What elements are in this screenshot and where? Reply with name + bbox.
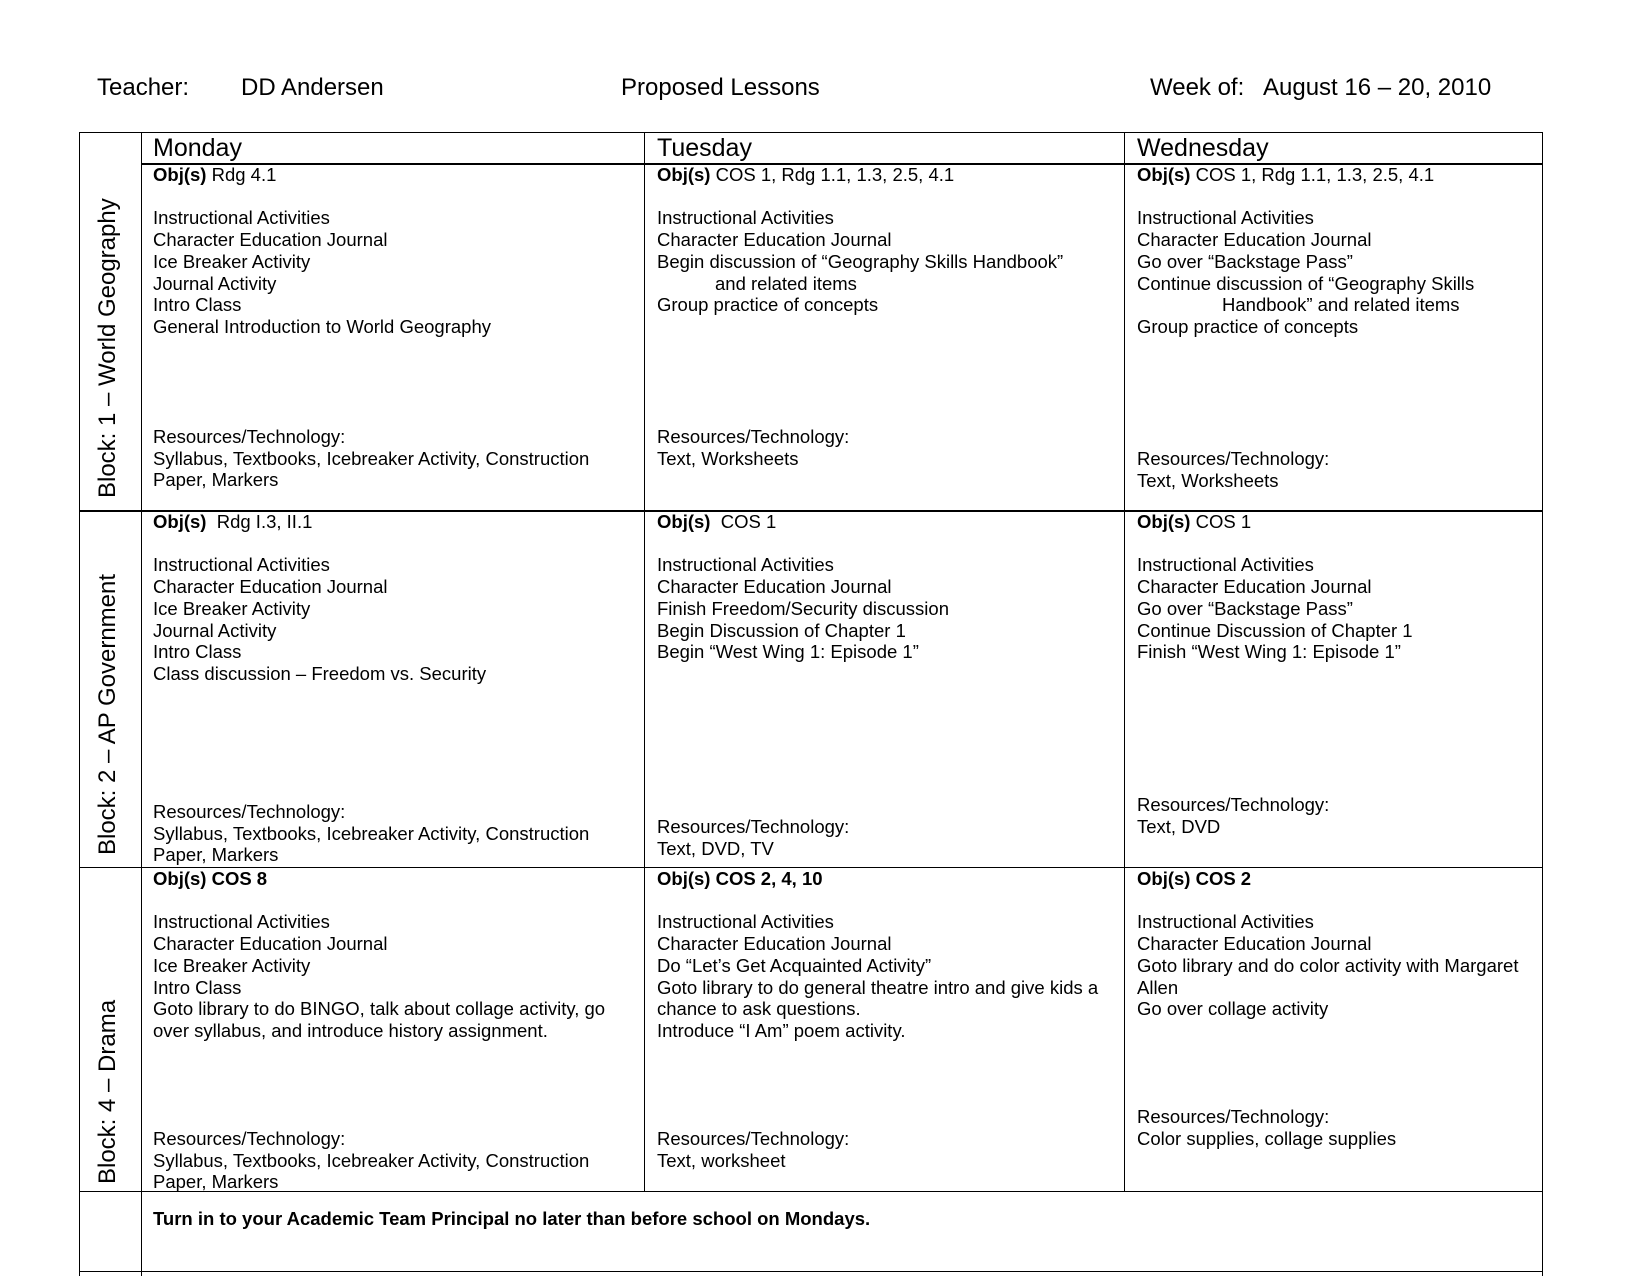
activity-line: Finish Freedom/Security discussion bbox=[657, 597, 949, 619]
resources: Resources/Technology: Text, worksheet bbox=[657, 1128, 850, 1171]
table-border-right bbox=[1542, 132, 1543, 1276]
activity-line: Go over “Backstage Pass” bbox=[1137, 250, 1353, 272]
lesson-cell bbox=[1137, 164, 1474, 338]
day-header-wednesday: Wednesday bbox=[1137, 134, 1269, 162]
lesson-cell bbox=[153, 511, 486, 685]
objectives: Obj(s) Rdg I.3, II.1 bbox=[153, 511, 313, 532]
activity-line: Instructional Activities bbox=[657, 207, 834, 229]
activity-line: Intro Class bbox=[153, 641, 242, 663]
activity-line: Instructional Activities bbox=[657, 554, 834, 576]
activity-line: Character Education Journal bbox=[657, 229, 892, 251]
activity-line: Group practice of concepts bbox=[657, 294, 879, 316]
activity-line: Character Education Journal bbox=[657, 933, 892, 955]
activity-line: Ice Breaker Activity bbox=[153, 597, 311, 619]
activity-line: Character Education Journal bbox=[1137, 229, 1372, 251]
lesson-cell bbox=[657, 511, 949, 663]
objectives: Obj(s) COS 1, Rdg 1.1, 1.3, 2.5, 4.1 bbox=[657, 164, 955, 185]
resources: Resources/Technology: Text, DVD bbox=[1137, 794, 1330, 837]
activity-line: Continue discussion of “Geography Skills bbox=[1137, 272, 1475, 294]
activity-line: Ice Breaker Activity bbox=[153, 250, 311, 272]
activity-line: Begin discussion of “Geography Skills Handbook” bbox=[657, 250, 1064, 272]
table-border-left bbox=[79, 132, 80, 1276]
resources: Resources/Technology: Syllabus, Textbooks, Icebreaker Activity, Construction Paper, Markers bbox=[153, 426, 590, 491]
document-title: Proposed Lessons bbox=[621, 74, 820, 101]
lesson-cell bbox=[153, 868, 605, 1042]
table-border-top bbox=[79, 132, 1543, 133]
activity-line: Intro Class bbox=[153, 294, 242, 316]
resources: Resources/Technology: Text, DVD, TV bbox=[657, 816, 850, 859]
activity-line: Instructional Activities bbox=[1137, 554, 1314, 576]
lesson-cell bbox=[657, 868, 1098, 1042]
activity-line: Character Education Journal bbox=[153, 933, 388, 955]
teacher-label: Teacher: bbox=[97, 74, 190, 101]
activity-line: General Introduction to World Geography bbox=[153, 315, 491, 337]
activity-line: Journal Activity bbox=[153, 619, 277, 641]
activity-line: Instructional Activities bbox=[1137, 911, 1314, 933]
activity-line: chance to ask questions. bbox=[657, 998, 861, 1020]
block-label-drama: Block: 4 – Drama bbox=[94, 999, 121, 1184]
week-date: August 16 – 20, 2010 bbox=[1263, 74, 1492, 101]
activity-line: Begin Discussion of Chapter 1 bbox=[657, 619, 906, 641]
activity-line: Handbook” and related items bbox=[1222, 294, 1460, 316]
activity-line: Goto library and do color activity with Margaret bbox=[1137, 954, 1519, 976]
activity-line: Goto library to do general theatre intro and give kids a bbox=[657, 976, 1099, 998]
activity-line: Finish “West Wing 1: Episode 1” bbox=[1137, 641, 1401, 663]
activity-line: Character Education Journal bbox=[153, 576, 388, 598]
resources: Resources/Technology: Syllabus, Textbooks, Icebreaker Activity, Construction Paper, Markers bbox=[153, 801, 590, 866]
activity-line: Goto library to do BINGO, talk about collage activity, go bbox=[153, 998, 606, 1020]
lesson-cell bbox=[1137, 868, 1518, 1020]
table-divider-label bbox=[141, 132, 142, 1276]
day-header-monday: Monday bbox=[153, 134, 242, 162]
resources: Resources/Technology: Color supplies, collage supplies bbox=[1137, 1106, 1397, 1149]
activity-line: Character Education Journal bbox=[1137, 933, 1372, 955]
lesson-cell bbox=[657, 164, 1063, 316]
activity-line: and related items bbox=[715, 272, 857, 294]
activity-line: Go over collage activity bbox=[1137, 998, 1329, 1020]
activity-line: Allen bbox=[1137, 976, 1179, 998]
objectives: Obj(s) COS 1, Rdg 1.1, 1.3, 2.5, 4.1 bbox=[1137, 164, 1435, 185]
activity-line: over syllabus, and introduce history assignment. bbox=[153, 1019, 548, 1041]
day-header-tuesday: Tuesday bbox=[657, 134, 752, 162]
week-label: Week of: bbox=[1150, 74, 1245, 101]
objectives: Obj(s) COS 1 bbox=[1137, 511, 1252, 532]
activity-line: Intro Class bbox=[153, 976, 242, 998]
block-label-world-geography: Block: 1 – World Geography bbox=[94, 198, 121, 498]
table-divider-tuesday bbox=[1124, 132, 1125, 1191]
table-border-bottom bbox=[79, 1271, 1543, 1272]
submission-note: Turn in to your Academic Team Principal no later than before school on Mondays. bbox=[153, 1208, 871, 1229]
activity-line: Instructional Activities bbox=[657, 911, 834, 933]
activity-line: Journal Activity bbox=[153, 272, 277, 294]
block-label-ap-government: Block: 2 – AP Government bbox=[94, 573, 121, 855]
activity-line: Class discussion – Freedom vs. Security bbox=[153, 662, 487, 684]
objectives: Obj(s) COS 2, 4, 10 bbox=[657, 868, 823, 889]
activity-line: Instructional Activities bbox=[1137, 207, 1314, 229]
activity-line: Instructional Activities bbox=[153, 911, 330, 933]
activity-line: Group practice of concepts bbox=[1137, 315, 1359, 337]
lesson-cell bbox=[1137, 511, 1413, 663]
activity-line: Introduce “I Am” poem activity. bbox=[657, 1019, 906, 1041]
activity-line: Do “Let’s Get Acquainted Activity” bbox=[657, 954, 932, 976]
activity-line: Ice Breaker Activity bbox=[153, 954, 311, 976]
activity-line: Character Education Journal bbox=[657, 576, 892, 598]
activity-line: Go over “Backstage Pass” bbox=[1137, 597, 1353, 619]
teacher-name: DD Andersen bbox=[241, 74, 384, 101]
resources: Resources/Technology: Text, Worksheets bbox=[1137, 448, 1330, 491]
activity-line: Instructional Activities bbox=[153, 554, 330, 576]
table-divider-monday bbox=[644, 132, 645, 1191]
activity-line: Character Education Journal bbox=[1137, 576, 1372, 598]
resources: Resources/Technology: Text, Worksheets bbox=[657, 426, 850, 469]
activity-line: Begin “West Wing 1: Episode 1” bbox=[657, 641, 919, 663]
activity-line: Instructional Activities bbox=[153, 207, 330, 229]
objectives: Obj(s) COS 2 bbox=[1137, 868, 1252, 889]
activity-line: Continue Discussion of Chapter 1 bbox=[1137, 619, 1413, 641]
objectives: Obj(s) COS 8 bbox=[153, 868, 268, 889]
resources: Resources/Technology: Syllabus, Textbooks, Icebreaker Activity, Construction Paper, Markers bbox=[153, 1128, 590, 1193]
activity-line: Character Education Journal bbox=[153, 229, 388, 251]
lesson-cell bbox=[153, 164, 491, 338]
objectives: Obj(s) COS 1 bbox=[657, 511, 777, 532]
objectives: Obj(s) Rdg 4.1 bbox=[153, 164, 277, 185]
